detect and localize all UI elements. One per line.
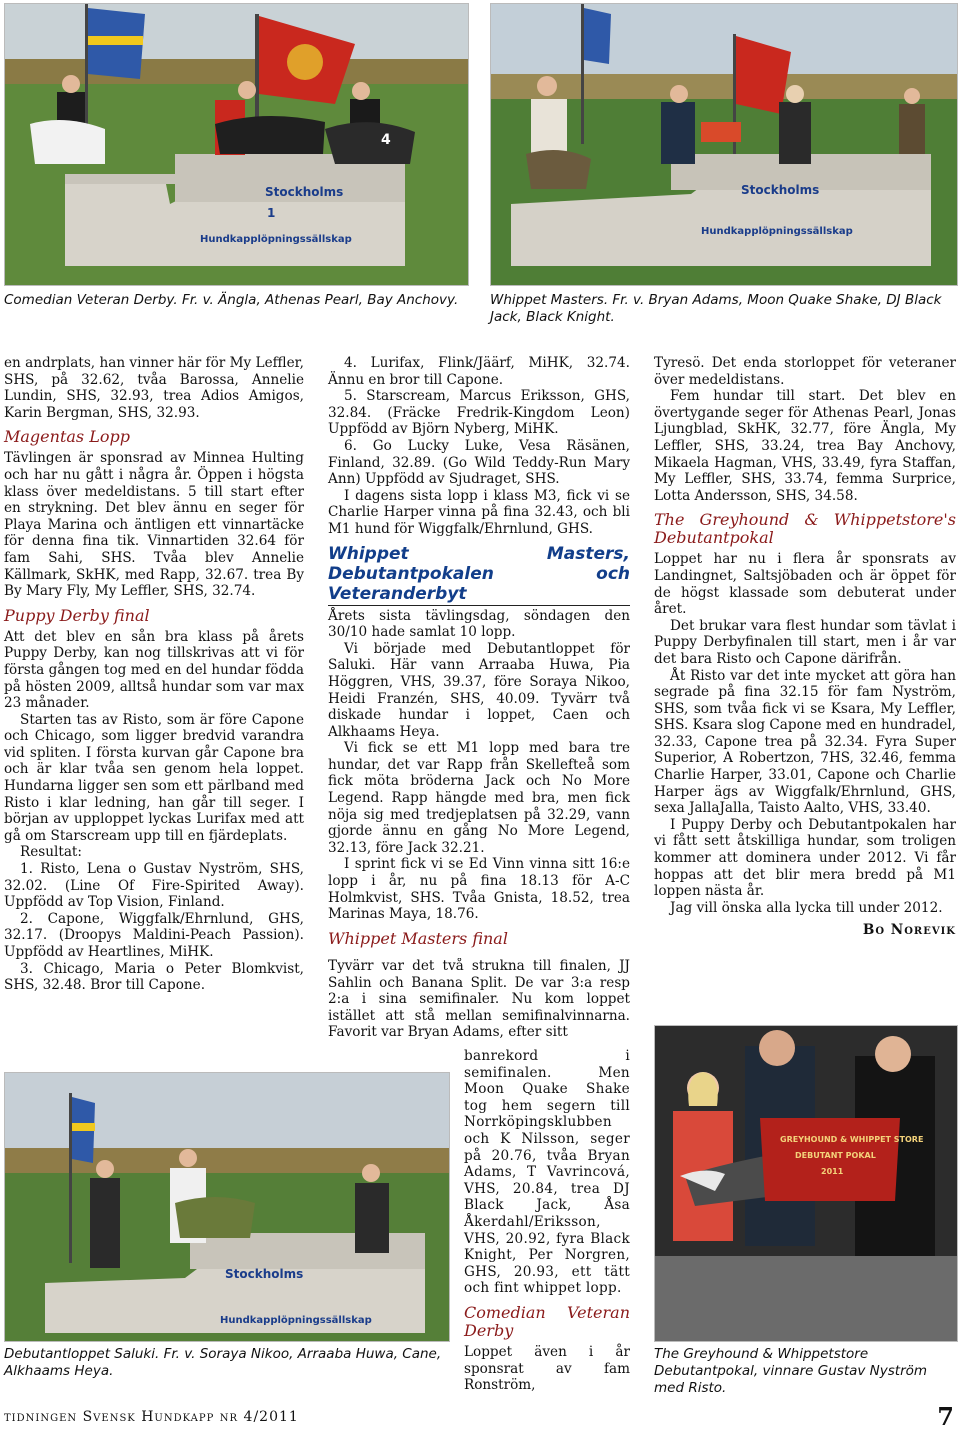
col2-p4: I dagens sista lopp i klass M3, fick vi se Charlie Harper vinna på fina 32.43, och bli M1 hund för Wiggfalk/Ehrnlund, GHS. — [328, 487, 630, 537]
col2-p1: 4. Lurifax, Flink/Jäärf, MiHK, 32.74. Ännu en bror till Capone. — [328, 355, 630, 388]
col2-p3: 6. Go Lucky Luke, Vesa Räsänen, Finland, 32.89. (Go Wild Teddy-Run Mary Ann) Uppfödd av Sjudraget, SHS. — [328, 437, 630, 488]
col1-p4: Starten tas av Risto, som är före Capone och Chicago, som ligger bredvid varandra vid spliten. I första kurvan går Capone bra och är klar tvåa sen genom hela loppet. Hundarna ligger sen som ett pärlband med Risto i klar ledning, han går till seger. I början av upploppet lyckas Lurifax med att gå om Starscream upp till en fjärdeplats. — [4, 711, 304, 844]
photo-debutantpokal-winner — [654, 1025, 958, 1342]
col3-p2: Fem hundar till start. Det blev en övertygande seger för Athenas Pearl, Jonas Ljungblad, SkHK, 32.77, före Ängla, My Leffler, SHS, 33.24, trea Bay Anchovy, Mikaela Hagman, VHS, 33.49, fyra Staffan, My Leffler, SHS, 33.74, femma Surprice, Lotta Andersson, SHS, 34.58. — [654, 388, 956, 504]
heading-greyhound-whippetstore: The Greyhound & Whippetstore's Debutantpokal — [654, 510, 956, 548]
col1-p3: Att det blev en sån bra klass på årets Puppy Derby, kan nog tillskrivas att vi för första gången tog med en del hundar födda på hösten 2009, alltså hundar som var max 23 månader. — [4, 628, 304, 712]
col1-p2: Tävlingen är sponsrad av Minnea Hulting och har nu gått i några år. Öppen i högsta klass över medeldistans. 5 till start efter en strykning. Det blev ännu en seger för Playa Marina och äntligen ett vinnartäcke för denna fina tik. Vinnartiden 32.64 för fam Sahi, SHS. Tvåa blev Annelie Källmark, SkHK, med Rapp, 32.67. trea By By Mary Fly, My Leffler, SHS, 32.74. — [4, 450, 304, 600]
podium-number-text: 1 — [267, 206, 276, 220]
col1-p8: 3. Chicago, Maria o Peter Blomkvist, SHS, 32.48. Bror till Capone. — [4, 960, 304, 994]
podium-club-text-3: Hundkapplöpningssällskap — [220, 1315, 372, 1326]
heading-puppy-derby-final: Puppy Derby final — [4, 605, 150, 625]
podium-brand-text: Stockholms — [265, 185, 344, 199]
podium-club-text-2: Hundkapplöpningssällskap — [701, 226, 853, 237]
article-column-3 — [654, 355, 956, 939]
col2-p8: I sprint fick vi se Ed Vinn vinna sitt 16:e lopp i år, nu på fina 18.13 för A-C Holmkvist, SHS. Tvåa Gnista, 18.52, trea Marinas Maya, 18.76. — [328, 856, 630, 923]
col1-p1: en andrplats, han vinner här för My Leffler, SHS, på 32.62, tvåa Barossa, Annelie Lundin, SHS, 32.93, trea Adios Amigos, Karin Bergman, SHS, 32.93. — [4, 355, 304, 421]
col3-p3: Loppet har nu i flera år sponsrats av Landingnet, Saltsjöbaden och är öppet för de högst klassade som debuterat under året. — [654, 551, 956, 618]
col2-p9: banrekord i semifinalen. Men Moon Quake Shake tog hem segern till Norrköpingsklubben och K Nilsson, seger på 20.76, tvåa Bryan Adams, T Vavrincová, VHS, 20.84, trea DJ Black Jack, Åsa Åkerdahl/Eriksson, VHS, 20.92, fyra Black Knight, Per Norgren, GHS, 20.93, ett tätt och fint whippet lopp. — [464, 1048, 630, 1297]
blanket-text-3: 2011 — [821, 1167, 844, 1176]
caption-bottom-right: The Greyhound & Whippetstore Debutantpokal, vinnare Gustav Nyström med Risto. — [654, 1346, 928, 1396]
col2-p7: Vi fick se ett M1 lopp med bara tre hundar, det var Rapp från Skellefteå som fick möta bröderna Jack och No More Legend. Rapp hängde med bra, men fick nöja sig med tredjeplatsen på 32.29, vann gjorde ännu en gång No More Legend, 32.13, före Jack 32.21. — [328, 740, 630, 856]
col1-p7: 2. Capone, Wiggfalk/Ehrnlund, GHS, 32.17. (Droopys Maldini-Peach Passion). Uppfödd av Heartlines, MiHK. — [4, 910, 304, 960]
col2-p6: Vi började med Debutantloppet för Saluki. Här vann Arraaba Huwa, Pia Höggren, VHS, 39.37, före Soraya Nikoo, Heidi Franzén, SHS, 40.09. Tyvärr två diskade hundar i loppet, Caen och Alkhaams Heya. — [328, 640, 630, 740]
photo-debutantloppet-saluki — [4, 1072, 450, 1342]
caption-top-right: Whippet Masters. Fr. v. Bryan Adams, Moon Quake Shake, DJ Black Jack, Black Knight. — [490, 292, 942, 325]
photo-whippet-masters — [490, 3, 958, 286]
heading-comedian-veteran-derby: Comedian Veteran Derby — [464, 1302, 630, 1340]
col3-p6: I Puppy Derby och Debutantpokalen har vi fått sett åtskilliga hundar, som troligen kommer att dominera under 2012. Vi får hoppas att det blir mera bredd på M1 loppen nästa år. — [654, 816, 956, 900]
col2-p2: 5. Starscream, Marcus Eriksson, GHS, 32.84. (Fräcke Fredrik-Kingdom Leon) Uppfödd av Björn Nyberg, MiHK. — [328, 388, 630, 438]
heading-magentas-lopp: Magentas Lopp — [4, 427, 130, 447]
caption-top-left: Comedian Veteran Derby. Fr. v. Ängla, Athenas Pearl, Bay Anchovy. — [4, 292, 459, 308]
podium-brand-text-3: Stockholms — [225, 1267, 304, 1281]
col3-p5: Åt Risto var det inte mycket att göra han segrade på fina 32.15 för fam Nyström, SHS, som tvåa fick vi se Ksara, My Leffler, SHS. Ksara slog Capone med en hundradel, 32.33, Capone trea på 32.34. Fyra Super Superior, A Robertzon, 7HS, 32.46, femma Charlie Harper, 33.01, Capone och Charlie Harper ägs av Wiggfalk/Ehrnlund, GHS, sexa JallaJalla, Taisto Aalto, VHS, 33.40. — [654, 667, 956, 817]
author-signature: Bo Norevik — [862, 922, 956, 939]
col3-p1: Tyresö. Det enda storloppet för veteraner över medeldistans. — [654, 355, 956, 388]
article-column-2-narrow — [464, 1048, 630, 1394]
col3-p7: Jag vill önska alla lycka till under 2012. — [670, 899, 943, 916]
heading-whippet-masters-final: Whippet Masters final — [328, 928, 508, 948]
photo-bib-number: 4 — [381, 132, 391, 148]
blanket-text-1: GREYHOUND & WHIPPET STORE — [780, 1135, 924, 1144]
col1-p6: 1. Risto, Lena o Gustav Nyström, SHS, 32.02. (Line Of Fire-Spirited Away). Uppfödd av Top Vision, Finland. — [4, 861, 304, 911]
article-column-2-top — [328, 355, 630, 952]
article-column-1 — [4, 355, 304, 994]
article-column-2-bottom-wide — [328, 958, 630, 1042]
photo-comedian-veteran-derby — [4, 3, 469, 286]
col3-p4: Det brukar vara flest hundar som tävlat i Puppy Derbyfinalen till start, men i år var det bara Risto och Capone därifrån. — [654, 617, 956, 667]
podium-brand-text-2: Stockholms — [741, 183, 820, 197]
publication-footer: tidningen Svensk Hundkapp nr 4/2011 — [4, 1409, 299, 1425]
page-number: 7 — [937, 1402, 954, 1431]
col1-p5: Resultat: — [20, 844, 82, 861]
col2-p5: Årets sista tävlingsdag, söndagen den 30/10 hade samlat 10 lopp. — [328, 607, 630, 641]
caption-bottom-left: Debutantloppet Saluki. Fr. v. Soraya Nikoo, Arraaba Huwa, Cane, Alkhaams Heya. — [4, 1346, 442, 1379]
heading-whippet-masters-debutantpokalen: Whippet Masters, Debutantpokalen och Veteranderbyt — [328, 543, 630, 604]
blanket-text-2: DEBUTANT POKAL — [795, 1151, 876, 1160]
col2-p10: Loppet även i år sponsrat av fam Ronström, — [464, 1343, 630, 1394]
col2-p9a: Tyvärr var det två strukna till finalen, JJ Sahlin och Banana Split. De var 3:a resp 2:a i sina semifinaler. Nu kom loppet istället att stå mellan semifinalvinnarna. Favorit var Bryan Adams, efter sitt — [328, 958, 630, 1041]
podium-club-text: Hundkapplöpningssällskap — [200, 234, 352, 245]
